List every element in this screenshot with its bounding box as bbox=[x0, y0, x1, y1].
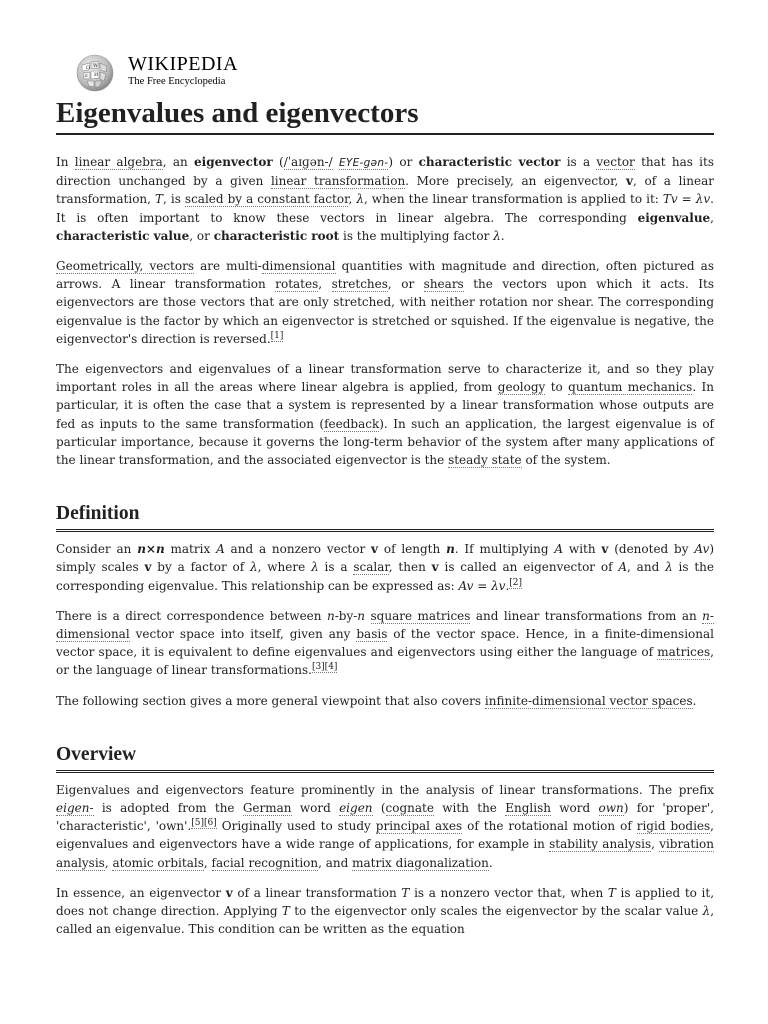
math-eigen-equation: Av = λv bbox=[458, 578, 506, 593]
link-scalar[interactable]: scalar bbox=[353, 560, 389, 575]
link-square-matrices[interactable]: square matrices bbox=[370, 608, 471, 623]
link-rigid-bodies[interactable]: rigid bodies bbox=[636, 819, 711, 834]
link-vibration-analysis[interactable]: vibration analysis bbox=[56, 837, 714, 870]
math-lambda: λ bbox=[356, 192, 364, 207]
link-matrices[interactable]: matrices bbox=[657, 645, 711, 660]
link-german[interactable]: German bbox=[242, 801, 292, 816]
svg-text:Ω: Ω bbox=[86, 65, 91, 71]
link-own[interactable]: own bbox=[598, 801, 624, 816]
link-basis[interactable]: basis bbox=[356, 627, 388, 642]
link-atomic-orbitals[interactable]: atomic orbitals bbox=[112, 855, 204, 870]
link-dimensional[interactable]: dimensional bbox=[261, 259, 336, 274]
term-characteristic-value: characteristic value bbox=[56, 228, 190, 243]
intro-paragraph-3: The eigenvectors and eigenvalues of a linear transformation serve to characterize it, and so they play important roles in all the areas where linear algebra is applied, from geology to quantum mechanics. In particular, it is often the case that a system is represented by a linear transformation whose outputs are fed as inputs to the same transformation (feedback). In such an application, the largest eigenvalue is of particular importance, because it governs the long-term behavior of the system after many applications of the linear transformation, and the associated eigenvector is the steady state of the system. bbox=[56, 362, 714, 468]
math-v: v bbox=[371, 542, 379, 557]
link-vector[interactable]: vector bbox=[596, 155, 635, 169]
overview-paragraph-2: In essence, an eigenvector v of a linear transformation T is a nonzero vector that, when T is applied to it, does not change direction. Applying T to the eigenvector only scales the eigenvector by the scalar value λ, called an eigenvalue. This condition can be written as the equation bbox=[56, 885, 715, 937]
intro-paragraph-2: Geometrically, vectors are multi-dimensional quantities with magnitude and direction, often pictured as arrows. A linear transformation rotates, stretches, or shears the vectors upon which it acts. Its eigenvectors are those vectors that are only stretched, with neither rotation nor shear. The corresponding eigenvalue is the factor by which an eigenvector is stretched or squished. If the eigenvalue is negative, the eigenvector's direction is reversed.[1] bbox=[56, 259, 714, 346]
link-stretches[interactable]: stretches bbox=[331, 277, 388, 292]
term-eigenvalue: eigenvalue bbox=[637, 210, 711, 225]
math-nxn: n×n bbox=[137, 542, 165, 557]
math-n: n bbox=[446, 542, 455, 557]
reference-3-4[interactable]: [3][4] bbox=[311, 662, 338, 673]
ipa-pronunciation[interactable]: /ˈaɪɡən-/ bbox=[283, 155, 333, 169]
intro-paragraph-1: In linear algebra, an eigenvector (/ˈaɪɡən-/ EYE-gən-) or characteristic vector is a vector that has its direction unchanged by a given linear transformation. More precisely, an eigenvector, v, of a linear transformation, T, is scaled by a constant factor, λ, when the linear transformation is applied to it: Tv = λv. It is often important to know these vectors in linear algebra. The corresponding eigenvalue, characteristic value, or characteristic root is the multiplying factor λ. bbox=[56, 155, 714, 243]
site-header[interactable] bbox=[56, 50, 714, 96]
link-geology[interactable]: geology bbox=[497, 380, 546, 395]
math-A: A bbox=[618, 560, 628, 575]
link-facial-recognition[interactable]: facial recognition bbox=[211, 855, 319, 870]
reference-2[interactable]: [2] bbox=[509, 577, 523, 588]
math-lambda: λ bbox=[493, 228, 501, 243]
link-cognate[interactable]: cognate bbox=[385, 801, 434, 816]
link-stability-analysis[interactable]: stability analysis bbox=[549, 837, 652, 852]
link-rotates[interactable]: rotates bbox=[275, 277, 319, 292]
link-quantum-mechanics[interactable]: quantum mechanics bbox=[568, 380, 693, 395]
definition-paragraph-2: There is a direct correspondence between n-by-n square matrices and linear transformations from an n-dimensional vector space into itself, given any basis of the vector space. Hence, in a finite-dimensional vector space, it is equivalent to define eigenvalues and eigenvectors using either the language of matrices, or the language of linear transformations.[3][4] bbox=[56, 608, 714, 678]
reference-1[interactable]: [1] bbox=[270, 330, 284, 341]
math-n: n bbox=[326, 608, 335, 623]
wikipedia-globe-icon[interactable] bbox=[72, 52, 118, 92]
link-linear-algebra[interactable]: linear algebra bbox=[74, 155, 163, 169]
math-v: v bbox=[431, 560, 439, 575]
math-eigen-equation: Tv = λv bbox=[662, 192, 711, 207]
math-lambda: λ bbox=[311, 560, 319, 575]
link-english[interactable]: English bbox=[505, 801, 551, 816]
svg-text:И: И bbox=[94, 72, 99, 78]
math-T: T bbox=[401, 885, 410, 900]
link-linear-transformation[interactable]: linear transformation bbox=[270, 174, 406, 189]
math-T: T bbox=[607, 885, 616, 900]
math-lambda: λ bbox=[702, 904, 711, 919]
link-infinite-dimensional-vector-spaces[interactable]: infinite-dimensional vector spaces bbox=[484, 693, 693, 708]
math-T: T bbox=[155, 192, 164, 207]
math-lambda: λ bbox=[250, 560, 258, 575]
math-A: A bbox=[554, 542, 564, 557]
math-lambda: λ bbox=[665, 560, 673, 575]
wikipedia-wordmark[interactable]: WIKIPEDIA bbox=[128, 53, 239, 75]
link-feedback[interactable]: feedback bbox=[324, 416, 380, 431]
link-matrix-diagonalization[interactable]: matrix diagonalization bbox=[352, 855, 489, 870]
math-v: v bbox=[601, 542, 609, 557]
page-title: Eigenvalues and eigenvectors bbox=[56, 96, 714, 135]
math-n: n bbox=[357, 608, 366, 623]
respelling-pronunciation[interactable]: EYE-gən- bbox=[338, 157, 389, 169]
overview-paragraph-1: Eigenvalues and eigenvectors feature prominently in the analysis of linear transformations. The prefix eigen- is adopted from the German word eigen (cognate with the English word own) for 'proper', 'characteristic', 'own'.[5][6] Originally used to study principal axes of the rotational motion of rigid bodies, eigenvalues and eigenvectors have a wide range of applications, for example in stability analysis, vibration analysis, atomic orbitals, facial recognition, and matrix diagonalization. bbox=[56, 782, 715, 870]
math-v: v bbox=[225, 885, 233, 900]
link-geometrically-vectors[interactable]: Geometrically, vectors bbox=[56, 259, 194, 274]
wikipedia-tagline: The Free Encyclopedia bbox=[128, 76, 226, 87]
math-T: T bbox=[281, 904, 290, 919]
link-n-dimensional[interactable]: n-dimensional bbox=[56, 608, 714, 642]
link-steady-state[interactable]: steady state bbox=[448, 453, 522, 468]
math-v: v bbox=[144, 560, 152, 575]
link-eigen-word[interactable]: eigen bbox=[339, 801, 373, 816]
term-characteristic-root: characteristic root bbox=[213, 228, 340, 243]
link-scaled-by-constant-factor[interactable]: scaled by a constant factor bbox=[184, 192, 349, 207]
article-page bbox=[56, 50, 714, 939]
term-eigenvector: eigenvector bbox=[194, 155, 273, 169]
math-Av: Av bbox=[694, 542, 710, 557]
definition-paragraph-3: The following section gives a more general viewpoint that also covers infinite-dimensional vector spaces. bbox=[56, 693, 697, 708]
link-principal-axes[interactable]: principal axes bbox=[375, 819, 463, 834]
svg-text:W: W bbox=[93, 63, 99, 69]
math-v: v bbox=[626, 174, 633, 189]
section-heading-definition: Definition bbox=[56, 502, 714, 532]
reference-5-6[interactable]: [5][6] bbox=[191, 818, 217, 829]
link-eigen-prefix[interactable]: eigen- bbox=[56, 801, 94, 816]
link-shears[interactable]: shears bbox=[423, 277, 464, 292]
math-A: A bbox=[216, 542, 225, 557]
definition-paragraph-1: Consider an n×n matrix A and a nonzero vector v of length n. If multiplying A with v (denoted by Av) simply scales v by a factor of λ, where λ is a scalar, then v is called an eigenvector of A, and λ is the corresponding eigenvalue. This relationship can be expressed as: Av = λv.[2] bbox=[56, 542, 715, 593]
term-characteristic-vector: characteristic vector bbox=[418, 155, 561, 169]
svg-text:ε: ε bbox=[85, 73, 88, 79]
section-heading-overview: Overview bbox=[56, 743, 714, 773]
